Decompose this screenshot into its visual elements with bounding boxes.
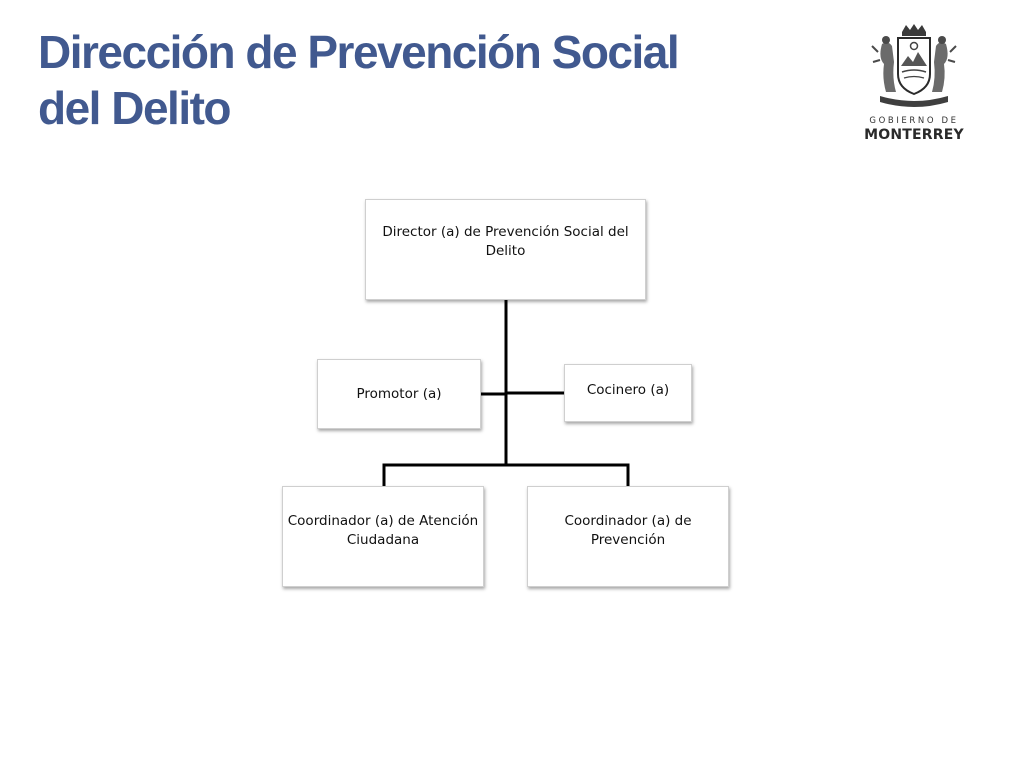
org-box-coordinador-atencion: [282, 486, 484, 587]
org-box-promotor: [317, 359, 481, 429]
org-box-director-label: Director (a) de Prevención Social del Delito: [382, 223, 629, 259]
org-box-cocinero-label: Cocinero (a): [586, 381, 670, 398]
org-box-cocinero: [564, 364, 692, 422]
org-box-promotor-label: Promotor (a): [356, 385, 442, 402]
org-box-coordinador-atencion-label: Coordinador (a) de Atención Ciudadana: [287, 512, 479, 548]
org-box-director: [365, 199, 646, 300]
org-box-coordinador-prevencion-label: Coordinador (a) de Prevención: [564, 512, 692, 548]
org-box-coordinador-prevencion: [527, 486, 729, 587]
page-title-line-1: Dirección de Prevención Social: [38, 26, 679, 78]
logo-text-monterrey: MONTERREY: [864, 127, 964, 143]
page-title-line-2: del Delito: [38, 82, 231, 134]
logo-text-gobierno-de: GOBIERNO DE: [869, 116, 959, 126]
